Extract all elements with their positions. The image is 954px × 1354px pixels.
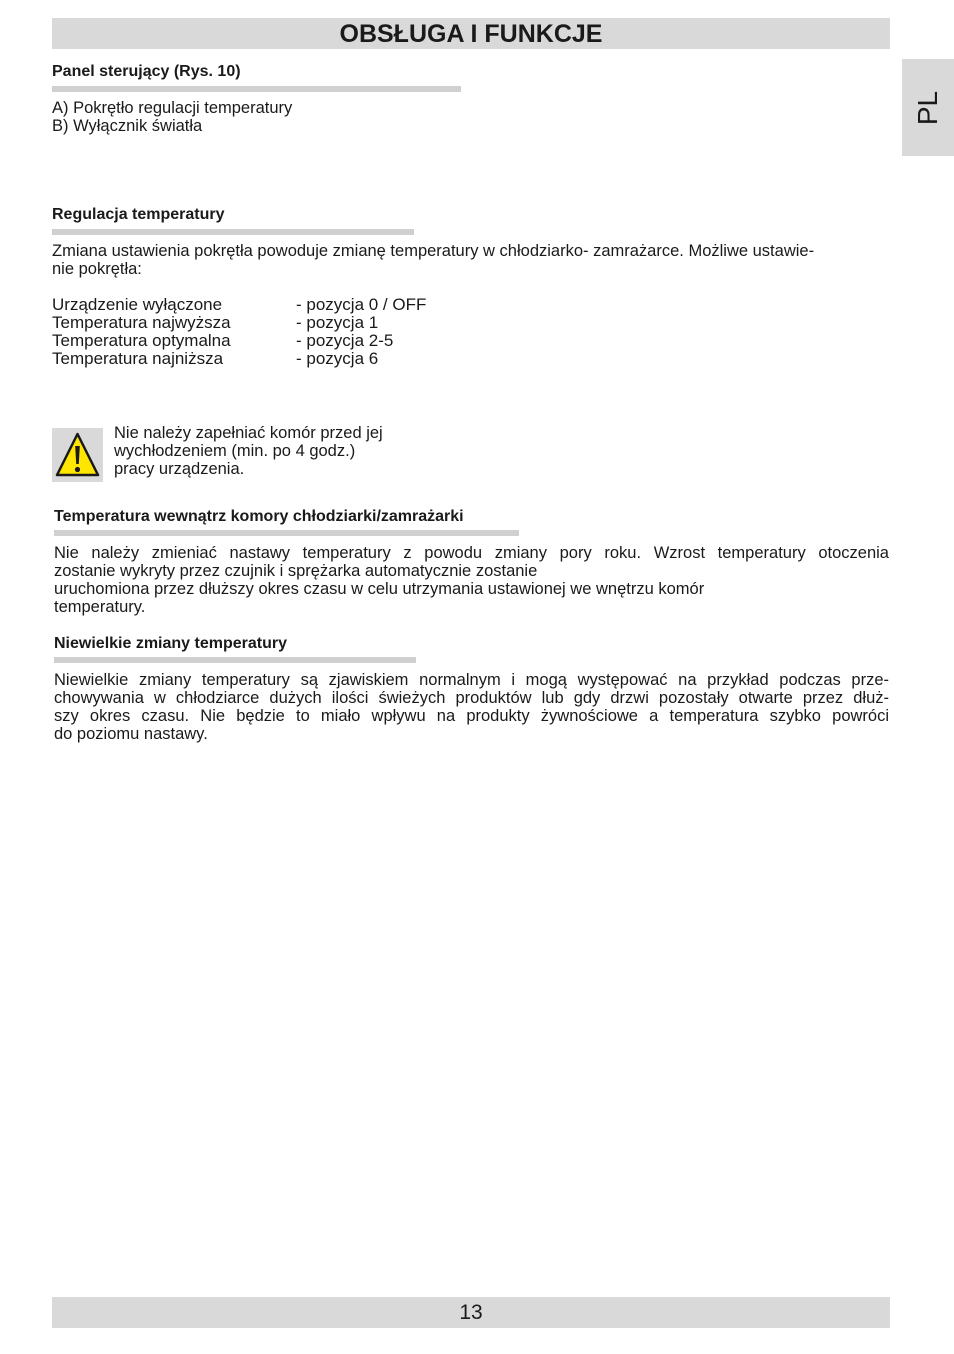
small-changes-line: szy okres czasu. Nie będzie to miało wpływu na produkty żywnościowe a temperatura szybko powróci xyxy=(54,707,889,725)
panel-item-b: B) Wyłącznik światła xyxy=(52,117,203,135)
inside-temp-line: temperatury. xyxy=(54,598,146,616)
warning-icon-box xyxy=(52,428,103,482)
setting-row xyxy=(52,314,472,332)
warning-line: Nie należy zapełniać komór przed jej xyxy=(114,424,383,442)
warning-line: wychłodzeniem (min. po 4 godz.) xyxy=(114,442,356,460)
language-label: PL xyxy=(912,90,943,125)
regulation-heading: Regulacja temperatury xyxy=(52,206,225,223)
setting-value: - pozycja 1 xyxy=(296,313,379,332)
panel-item-a: A) Pokrętło regulacji temperatury xyxy=(52,99,293,117)
panel-heading: Panel sterujący (Rys. 10) xyxy=(52,63,241,80)
regulation-intro-line: nie pokrętła: xyxy=(52,260,142,278)
setting-row xyxy=(52,296,472,314)
small-changes-line: Niewielkie zmiany temperatury są zjawiskiem normalnym i mogą występować na przykład podczas prze- xyxy=(54,671,889,689)
inside-temp-paragraph xyxy=(54,544,889,616)
page-number: 13 xyxy=(459,1301,483,1324)
inside-temp-line: Nie należy zmieniać nastawy temperatury z powodu zmiany pory roku. Wzrost temperatury otoczenia xyxy=(54,544,889,562)
small-changes-line: chowywania w chłodziarce dużych ilości świeżych produktów lub gdy drzwi pozostały otwarte przez dłuż- xyxy=(54,689,889,707)
setting-value: - pozycja 2-5 xyxy=(296,331,394,350)
warning-triangle-icon xyxy=(54,431,101,479)
warning-text xyxy=(114,424,383,478)
inside-temp-line: uruchomiona przez dłuższy okres czasu w celu utrzymania ustawionej we wnętrzu komór xyxy=(54,580,705,598)
language-tab xyxy=(902,59,954,156)
setting-name: Urządzenie wyłączone xyxy=(52,295,223,314)
setting-row xyxy=(52,332,472,350)
inside-temp-heading: Temperatura wewnątrz komory chłodziarki/zamrażarki xyxy=(54,508,464,525)
small-changes-heading-rule xyxy=(54,657,416,663)
inside-temp-line: zostanie wykryty przez czujnik i sprężarka automatycznie zostanie xyxy=(54,562,538,580)
regulation-intro-line: Zmiana ustawienia pokrętła powoduje zmianę temperatury w chłodziarko- zamrażarce. Możliwe ustawie- xyxy=(52,242,815,260)
small-changes-paragraph xyxy=(54,671,889,743)
setting-value: - pozycja 6 xyxy=(296,349,379,368)
page-number-bar xyxy=(52,1297,890,1328)
small-changes-heading: Niewielkie zmiany temperatury xyxy=(54,635,287,652)
setting-row xyxy=(52,350,472,368)
panel-heading-rule xyxy=(52,86,461,92)
title-bar xyxy=(52,18,890,49)
regulation-intro xyxy=(52,242,890,278)
warning-line: pracy urządzenia. xyxy=(114,460,245,478)
inside-temp-heading-rule xyxy=(54,530,519,536)
small-changes-line: do poziomu nastawy. xyxy=(54,725,208,743)
page-title: OBSŁUGA I FUNKCJE xyxy=(339,20,603,48)
setting-value: - pozycja 0 / OFF xyxy=(296,295,427,314)
setting-name: Temperatura optymalna xyxy=(52,331,231,350)
regulation-heading-rule xyxy=(52,229,414,235)
setting-name: Temperatura najwyższa xyxy=(52,313,231,332)
panel-items xyxy=(52,99,292,135)
setting-name: Temperatura najniższa xyxy=(52,349,224,368)
